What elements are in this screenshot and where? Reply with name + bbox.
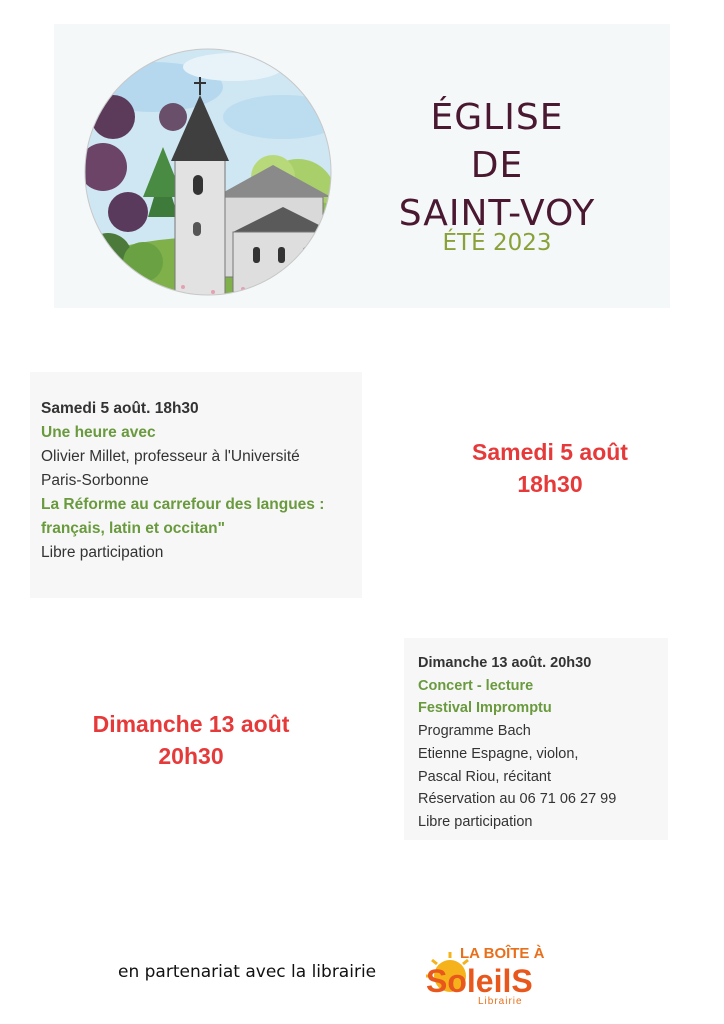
logo-line-3: Librairie (478, 996, 523, 1006)
church-title (384, 94, 610, 238)
event-2-performer-2: Pascal Riou, récitant (418, 768, 551, 785)
event-2-subtitle-2: Festival Impromptu (418, 700, 552, 717)
season-label: ÉTÉ 2023 (442, 230, 552, 256)
header-banner (54, 24, 670, 308)
church-illustration (83, 47, 333, 297)
event-1-card (30, 372, 362, 598)
event-1-heading: Samedi 5 août. 18h30 (41, 400, 199, 417)
partner-text: en partenariat avec la librairie (118, 962, 377, 982)
event-2-performer-1: Etienne Espagne, violon, (418, 745, 579, 762)
event-1-topic-1: La Réforme au carrefour des langues : (41, 496, 325, 513)
logo-line-1: LA BOÎTE À (460, 945, 545, 962)
title-line-2: DE (470, 145, 524, 186)
bookshop-logo (420, 942, 585, 1006)
event-2-card (404, 638, 668, 840)
event-2-program: Programme Bach (418, 723, 531, 740)
event-1-date-callout (440, 436, 660, 500)
event-2-reservation: Réservation au 06 71 06 27 99 (418, 791, 617, 808)
event-1-topic-2: français, latin et occitan" (41, 520, 225, 537)
event-1-subtitle: Une heure avec (41, 424, 156, 441)
title-line-1: ÉGLISE (430, 97, 564, 138)
event-2-callout-time: 20h30 (158, 743, 224, 769)
event-1-speaker-2: Paris-Sorbonne (41, 472, 149, 489)
event-2-note: Libre participation (418, 813, 533, 830)
event-2-heading: Dimanche 13 août. 20h30 (418, 655, 592, 671)
event-2-date-callout (66, 708, 316, 772)
title-line-3: SAINT-VOY (398, 193, 596, 234)
event-1-speaker-1: Olivier Millet, professeur à l'Université (41, 448, 300, 465)
logo-line-2: SoleilS (426, 963, 533, 999)
event-2-callout-day: Dimanche 13 août (92, 711, 290, 737)
event-2-subtitle-1: Concert - lecture (418, 677, 534, 694)
event-1-callout-day: Samedi 5 août (472, 439, 628, 465)
event-1-note: Libre participation (41, 544, 164, 561)
event-1-callout-time: 18h30 (517, 471, 583, 497)
